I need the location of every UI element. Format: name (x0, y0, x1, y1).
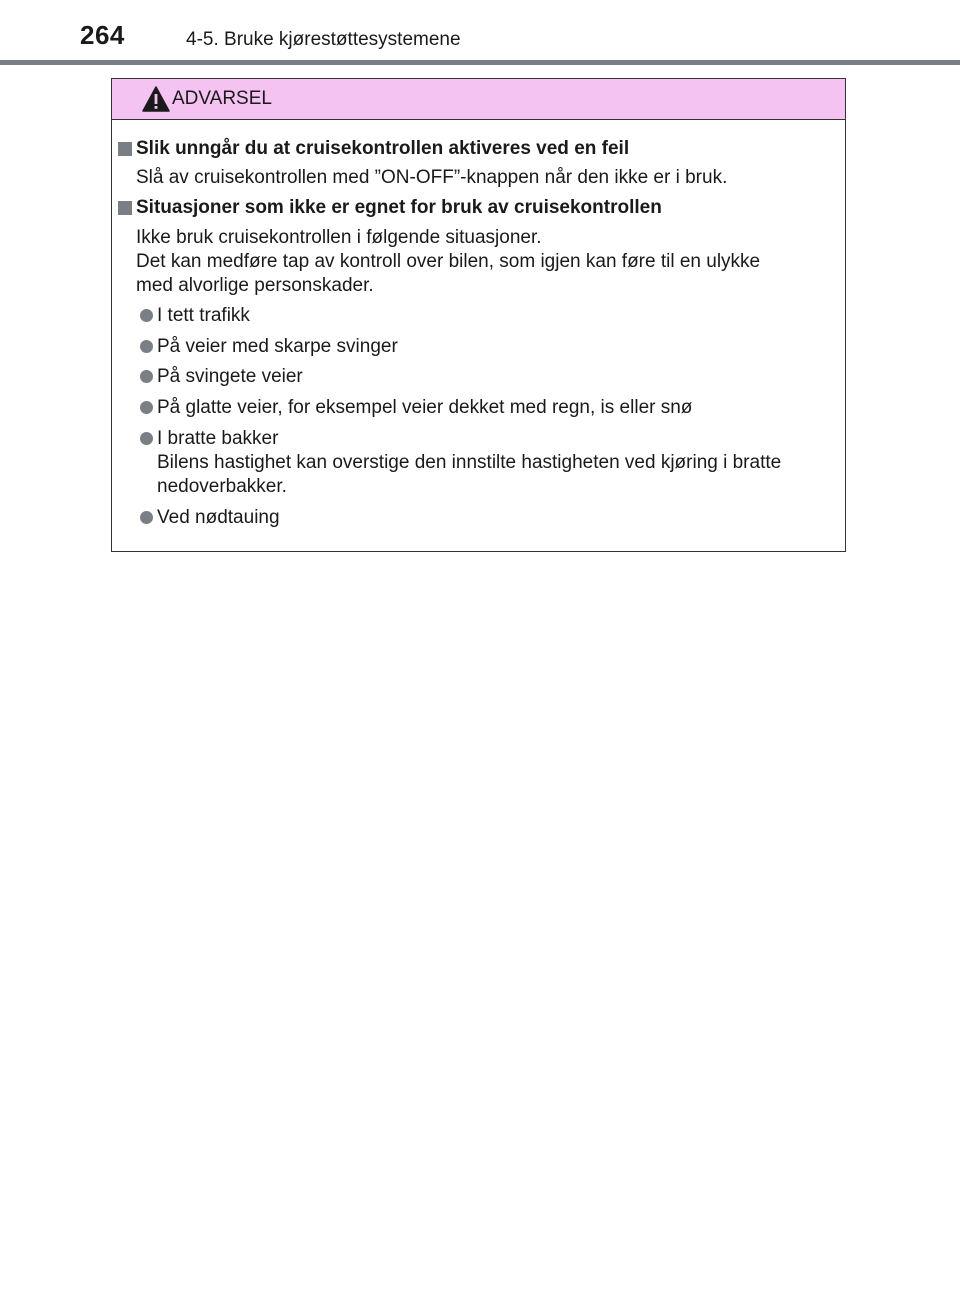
section-text: Ikke bruk cruisekontrollen i følgende situasjoner. (136, 227, 542, 248)
list-item-detail: Bilens hastighet kan overstige den innstilte hastigheten ved kjøring i bratte (157, 452, 782, 473)
bullet-dot (140, 401, 153, 414)
list-item: På veier med skarpe svinger (157, 336, 398, 357)
list-item: Ved nødtauing (157, 507, 280, 528)
list-item: I tett trafikk (157, 305, 250, 326)
warning-box (111, 78, 846, 552)
page-header (0, 0, 960, 66)
section-heading: Situasjoner som ikke er egnet for bruk av cruisekontrollen (136, 197, 662, 218)
list-item: På glatte veier, for eksempel veier dekket med regn, is eller snø (157, 397, 693, 418)
section-marker (118, 201, 132, 215)
bullet-dot (140, 511, 153, 524)
section-heading: Slik unngår du at cruisekontrollen aktiveres ved en feil (136, 138, 630, 159)
bullet-dot (140, 432, 153, 445)
section-title: 4-5. Bruke kjørestøttesystemene (186, 29, 461, 50)
section-text: med alvorlige personskader. (136, 275, 374, 296)
bullet-dot (140, 309, 153, 322)
bullet-dot (140, 370, 153, 383)
list-item: I bratte bakker (157, 428, 279, 449)
list-item: På svingete veier (157, 366, 303, 387)
bullet-dot (140, 340, 153, 353)
section-text: Slå av cruisekontrollen med ”ON-OFF”-knappen når den ikke er i bruk. (136, 167, 728, 188)
page-number: 264 (80, 20, 125, 50)
header-divider (0, 60, 960, 65)
warning-header (112, 79, 845, 120)
list-item-detail: nedoverbakker. (157, 476, 287, 497)
section-text: Det kan medføre tap av kontroll over bilen, som igjen kan føre til en ulykke (136, 251, 761, 272)
section-marker (118, 142, 132, 156)
warning-title: ADVARSEL (172, 88, 272, 109)
warning-triangle-icon (142, 86, 170, 112)
